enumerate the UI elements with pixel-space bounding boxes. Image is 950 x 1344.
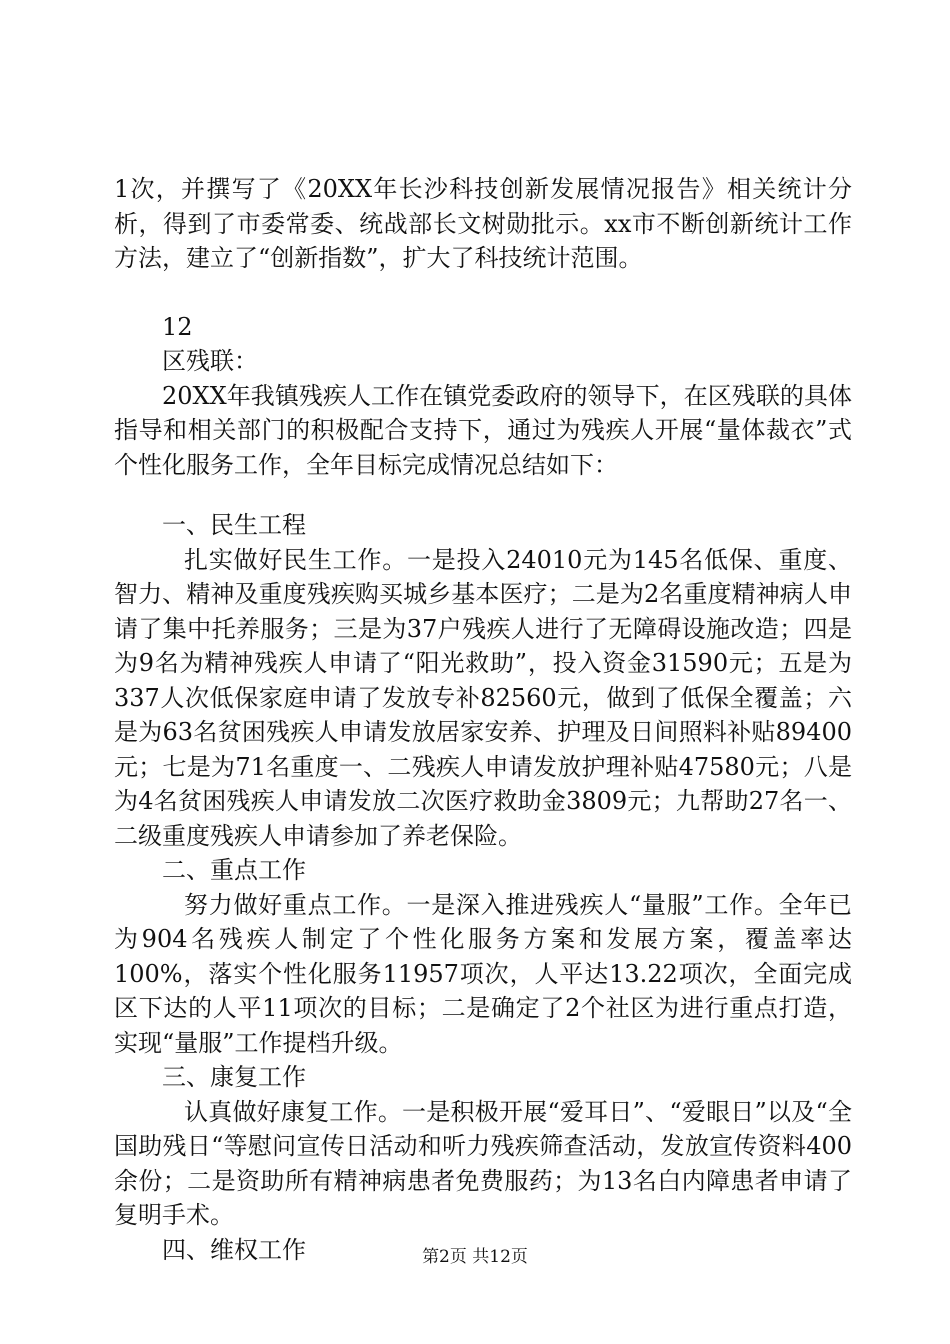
section-heading-district: 区残联： [162,347,258,375]
paragraph-continuation: 1次，并撰写了《20XX年长沙科技创新发展情况报告》相关统计分析，得到了市委常委、统战部长文树勋批示。xx市不断创新统计工作方法，建立了“创新指数”，扩大了科技统计范围。 [114,175,852,272]
paragraph-intro: 20XX年我镇残疾人工作在镇党委政府的领导下，在区残联的具体指导和相关部门的积极配合支持下，通过为残疾人开展“量体裁衣”式个性化服务工作，全年目标完成情况总结如下： [114,381,852,479]
paragraph-livelihood: 扎实做好民生工作。一是投入24010元为145名低保、重度、智力、精神及重度残疾购买城乡基本医疗；二是为2名重度精神病人申请了集中托养服务；三是为37户残疾人进行了无障碍设施改造；四是为9名为精神残疾人申请了“阳光救助”，投入资金31590元；五是为337人次低保家庭申请了发放专补82560元，做到了低保全覆盖；六是为63名贫困残疾人申请发放居家安养、护理及日间照料补贴89400元；七是为71名重度一、二残疾人申请发放护理补贴47580元；八是为4名贫困残疾人申请发放二次医疗救助金3809元；九帮助27名一、二级重度残疾人申请参加了养老保险。 [114,545,852,850]
paragraph-rehabilitation: 认真做好康复工作。一是积极开展“爱耳日”、“爱眼日”以及“全国助残日“等慰问宣传日活动和听力残疾筛查活动，发放宣传资料400余份；二是资助所有精神病患者免费服药；为13名白内障患者申请了复明手术。 [114,1097,852,1229]
heading-rights: 四、维权工作 [162,1235,306,1264]
heading-rehabilitation: 三、康复工作 [162,1063,306,1091]
paragraph-key-work: 努力做好重点工作。一是深入推进残疾人“量服”工作。全年已为904名残疾人制定了个性化服务方案和发展方案，覆盖率达100%，落实个性化服务11957项次，人平达13.22项次，全面完成区下达的人平11项次的目标；二是确定了2个社区为进行重点打造，实现“量服”工作提档升级。 [114,890,852,1057]
heading-livelihood: 一、民生工程 [162,511,306,539]
page-footer: 第2页 共12页 [422,1247,528,1267]
page-number-marker: 12 [162,312,193,341]
document-body [114,172,852,1267]
heading-key-work: 二、重点工作 [162,856,306,884]
